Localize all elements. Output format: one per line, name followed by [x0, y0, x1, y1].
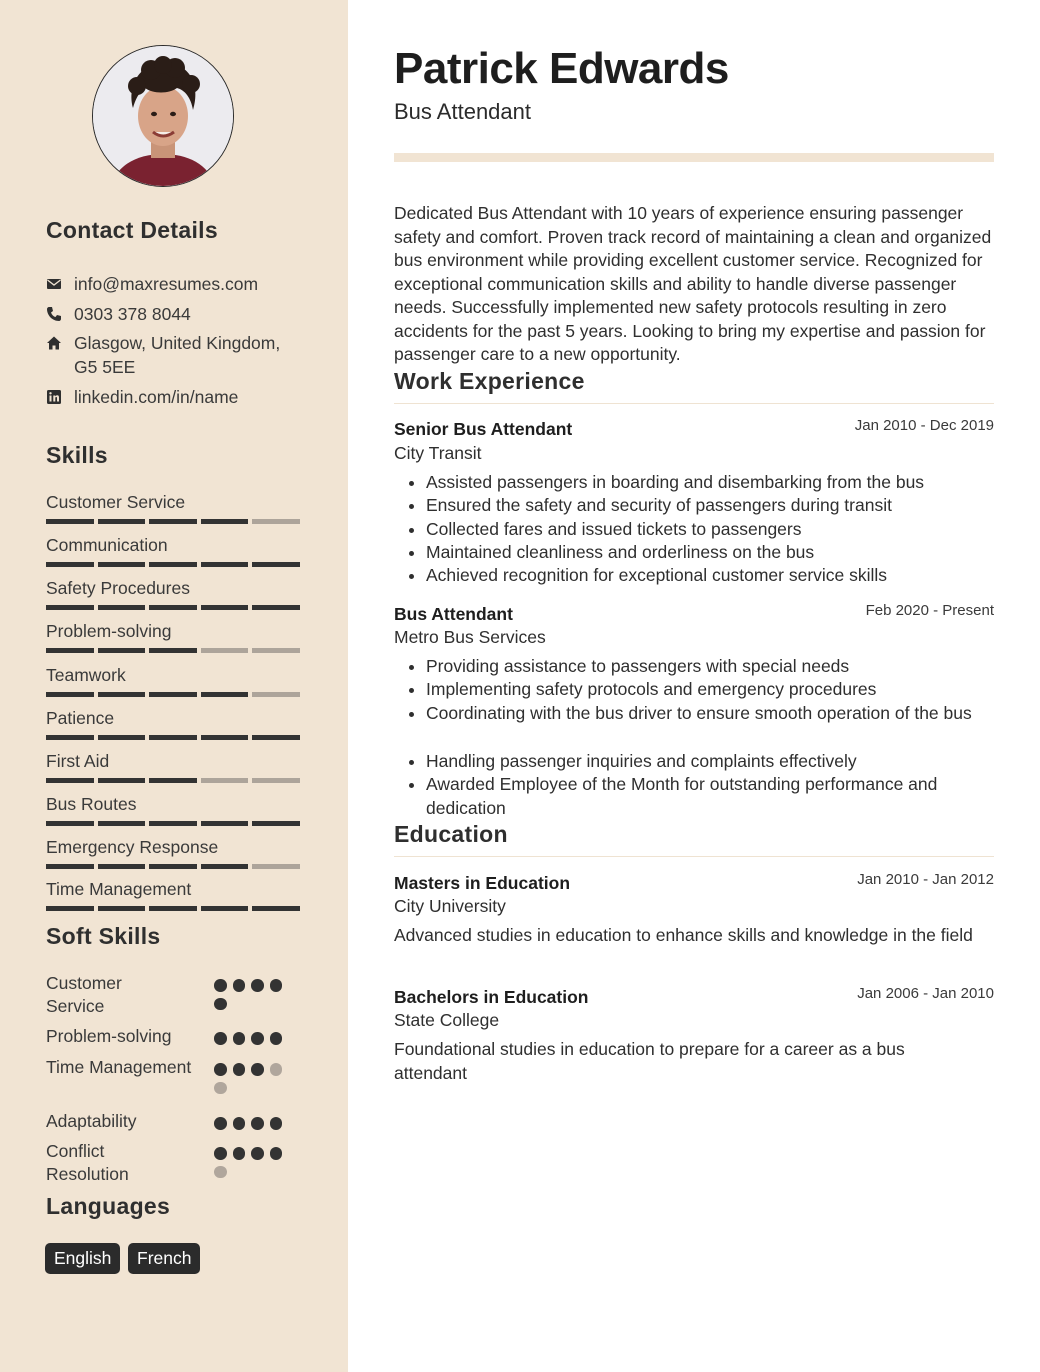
- linkedin-text: linkedin.com/in/name: [74, 387, 239, 407]
- skill-row: [46, 534, 302, 567]
- skill-level-segment: [149, 735, 197, 740]
- skill-level-bar: [46, 735, 302, 740]
- skill-level-segment: [149, 605, 197, 610]
- rating-dot: [233, 1063, 246, 1076]
- soft-skill-name: Customer Service: [46, 973, 122, 1016]
- rating-dot: [270, 979, 283, 992]
- job-bullet: • Achieved recognition for exceptional customer service skills: [426, 564, 994, 587]
- skill-level-segment: [98, 821, 146, 826]
- skill-level-segment: [46, 778, 94, 783]
- soft-skill-dots: [214, 1147, 290, 1178]
- rating-dot: [270, 1147, 283, 1160]
- school-name: City University: [394, 896, 506, 916]
- skill-level-segment: [149, 864, 197, 869]
- rating-dot: [270, 1063, 283, 1076]
- skill-level-segment: [252, 692, 300, 697]
- rating-dot: [214, 1117, 227, 1130]
- job-bullet: • Assisted passengers in boarding and disembarking from the bus: [426, 471, 994, 494]
- skill-name: First Aid: [46, 751, 110, 771]
- school-name: State College: [394, 1010, 500, 1030]
- skill-level-segment: [201, 692, 249, 697]
- skill-level-segment: [201, 648, 249, 653]
- job-company: City Transit: [394, 443, 482, 463]
- contact-phone[interactable]: [46, 302, 304, 326]
- skill-name: Bus Routes: [46, 794, 137, 814]
- contact-address: [46, 331, 304, 379]
- skill-level-bar: [46, 778, 302, 783]
- phone-icon: [46, 306, 62, 322]
- skill-name: Problem-solving: [46, 621, 172, 641]
- skill-row: [46, 491, 302, 524]
- skill-name: Teamwork: [46, 665, 126, 685]
- skill-level-segment: [201, 778, 249, 783]
- skill-level-segment: [252, 735, 300, 740]
- linkedin-icon: [46, 389, 62, 405]
- job-dates: Feb 2020 - Present: [865, 602, 994, 619]
- skill-row: [46, 750, 302, 783]
- profile-photo: [92, 45, 234, 187]
- skill-level-segment: [252, 562, 300, 567]
- rating-dot: [233, 1032, 246, 1045]
- rating-dot: [233, 979, 246, 992]
- skill-level-segment: [201, 605, 249, 610]
- job-bullet: • Ensured the safety and security of passengers during transit: [426, 494, 994, 517]
- skill-row: [46, 664, 302, 697]
- skill-row: [46, 577, 302, 610]
- job-dates: Jan 2010 - Dec 2019: [854, 417, 994, 434]
- skill-name: Safety Procedures: [46, 578, 190, 598]
- skill-level-segment: [252, 605, 300, 610]
- skill-level-segment: [98, 864, 146, 869]
- skill-level-segment: [252, 648, 300, 653]
- skill-level-segment: [149, 692, 197, 697]
- skill-level-bar: [46, 648, 302, 653]
- skill-row: [46, 836, 302, 869]
- rating-dot: [233, 1117, 246, 1130]
- degree-dates: Jan 2010 - Jan 2012: [857, 871, 994, 888]
- skill-level-segment: [201, 519, 249, 524]
- skill-level-segment: [252, 778, 300, 783]
- rating-dot: [214, 1147, 227, 1160]
- skill-name: Communication: [46, 535, 168, 555]
- skill-level-segment: [201, 864, 249, 869]
- degree-title: Masters in Education: [394, 873, 571, 893]
- skill-level-segment: [98, 906, 146, 911]
- degree-description: Foundational studies in education to prepare for a career as a bus attendant: [394, 1039, 905, 1083]
- job-bullet: • Awarded Employee of the Month for outstanding performance and dedication: [426, 773, 966, 820]
- language-tag: English: [45, 1243, 120, 1274]
- rating-dot: [270, 1117, 283, 1130]
- skill-level-bar: [46, 605, 302, 610]
- education-heading: Education: [394, 821, 508, 847]
- rating-dot: [214, 1082, 227, 1095]
- skill-level-segment: [98, 519, 146, 524]
- rating-dot: [251, 979, 264, 992]
- job-title: Senior Bus Attendant: [394, 419, 573, 439]
- job-title: Bus Attendant: [394, 604, 513, 624]
- soft-skill-name: Adaptability: [46, 1111, 137, 1131]
- job-bullet: • Coordinating with the bus driver to ensure smooth operation of the bus: [426, 702, 994, 725]
- skill-level-segment: [201, 735, 249, 740]
- skill-level-segment: [46, 821, 94, 826]
- rating-dot: [214, 1166, 227, 1179]
- skill-level-segment: [201, 906, 249, 911]
- degree-dates: Jan 2006 - Jan 2010: [857, 985, 994, 1002]
- skill-level-segment: [149, 821, 197, 826]
- candidate-name: Patrick Edwards: [394, 44, 729, 93]
- skill-level-segment: [98, 562, 146, 567]
- experience-heading: Work Experience: [394, 368, 585, 394]
- skill-name: Time Management: [46, 879, 192, 899]
- job-bullets: [394, 750, 994, 820]
- skill-level-segment: [252, 821, 300, 826]
- skill-level-segment: [46, 906, 94, 911]
- phone-text: 0303 378 8044: [74, 304, 191, 324]
- rating-dot: [214, 979, 227, 992]
- education-divider: [394, 856, 994, 857]
- rating-dot: [270, 1032, 283, 1045]
- job-bullet: • Implementing safety protocols and emergency procedures: [426, 678, 994, 701]
- skill-level-segment: [201, 821, 249, 826]
- skill-level-segment: [98, 692, 146, 697]
- skill-level-segment: [46, 692, 94, 697]
- skill-row: [46, 878, 302, 911]
- rating-dot: [251, 1147, 264, 1160]
- job-bullets: [394, 655, 994, 725]
- skill-level-segment: [46, 864, 94, 869]
- skill-level-bar: [46, 906, 302, 911]
- rating-dot: [214, 998, 227, 1011]
- job-bullet: • Providing assistance to passengers with special needs: [426, 655, 994, 678]
- job-company: Metro Bus Services: [394, 627, 546, 647]
- skill-level-segment: [46, 562, 94, 567]
- candidate-title: Bus Attendant: [394, 99, 531, 124]
- skill-level-segment: [46, 648, 94, 653]
- skill-level-segment: [149, 648, 197, 653]
- skill-level-segment: [252, 906, 300, 911]
- skill-level-segment: [46, 605, 94, 610]
- skill-level-segment: [252, 519, 300, 524]
- skill-level-segment: [201, 562, 249, 567]
- job-bullet: • Maintained cleanliness and orderliness on the bus: [426, 541, 994, 564]
- job-bullets: [394, 471, 994, 587]
- soft-skill-name: Problem-solving: [46, 1026, 172, 1046]
- summary-text: Dedicated Bus Attendant with 10 years of experience ensuring passenger safety and comfort. Proven track record of maintaining a clean and organized bus environment while providing excellent customer service. Recognized for exceptional communication skills and ability to handle diverse passenger needs. Successfully implemented new safety protocols resulting in zero accidents for the past 5 years. Looking to bring my expertise and passion for passenger care to a new opportunity.: [394, 203, 992, 364]
- email-text: info@maxresumes.com: [74, 274, 259, 294]
- languages-heading: Languages: [46, 1193, 171, 1219]
- rating-dot: [214, 1063, 227, 1076]
- skill-level-segment: [46, 735, 94, 740]
- rating-dot: [233, 1147, 246, 1160]
- soft-skill-name: Time Management: [46, 1057, 192, 1077]
- soft-skill-dots: [214, 1032, 290, 1045]
- experience-divider: [394, 403, 994, 404]
- portrait-image: [93, 46, 233, 186]
- soft-skill-name: Conflict Resolution: [46, 1141, 129, 1184]
- contact-email[interactable]: [46, 272, 304, 296]
- sidebar: [0, 0, 348, 1372]
- skill-row: [46, 620, 302, 653]
- skill-level-segment: [98, 648, 146, 653]
- skill-level-segment: [252, 864, 300, 869]
- skill-level-segment: [46, 519, 94, 524]
- language-tag: French: [128, 1243, 200, 1274]
- soft-skill-dots: [214, 1117, 290, 1130]
- rating-dot: [251, 1117, 264, 1130]
- skill-level-segment: [149, 519, 197, 524]
- soft-skill-dots: [214, 979, 290, 1010]
- header-divider: [394, 153, 994, 162]
- skill-level-bar: [46, 562, 302, 567]
- home-icon: [46, 335, 62, 351]
- skill-level-segment: [98, 605, 146, 610]
- soft-skill-dots: [214, 1063, 290, 1094]
- skill-level-segment: [149, 778, 197, 783]
- skill-level-bar: [46, 692, 302, 697]
- contact-heading: Contact Details: [46, 217, 218, 243]
- skill-level-bar: [46, 821, 302, 826]
- skill-level-segment: [149, 906, 197, 911]
- soft-skills-heading: Soft Skills: [46, 923, 161, 949]
- envelope-icon: [46, 276, 62, 292]
- skill-level-segment: [98, 735, 146, 740]
- skill-level-bar: [46, 519, 302, 524]
- degree-title: Bachelors in Education: [394, 987, 589, 1007]
- skill-name: Customer Service: [46, 492, 186, 512]
- skill-row: [46, 707, 302, 740]
- skill-name: Emergency Response: [46, 837, 219, 857]
- contact-linkedin[interactable]: [46, 385, 304, 409]
- rating-dot: [251, 1032, 264, 1045]
- skill-level-segment: [98, 778, 146, 783]
- skill-name: Patience: [46, 708, 115, 728]
- skills-heading: Skills: [46, 442, 108, 468]
- skill-level-bar: [46, 864, 302, 869]
- job-bullet: • Collected fares and issued tickets to passengers: [426, 518, 994, 541]
- rating-dot: [214, 1032, 227, 1045]
- rating-dot: [251, 1063, 264, 1076]
- skill-row: [46, 793, 302, 826]
- address-text: Glasgow, United Kingdom, G5 5EE: [74, 333, 281, 377]
- degree-description: Advanced studies in education to enhance skills and knowledge in the field: [394, 925, 973, 945]
- job-bullet: • Handling passenger inquiries and complaints effectively: [426, 750, 994, 773]
- skill-level-segment: [149, 562, 197, 567]
